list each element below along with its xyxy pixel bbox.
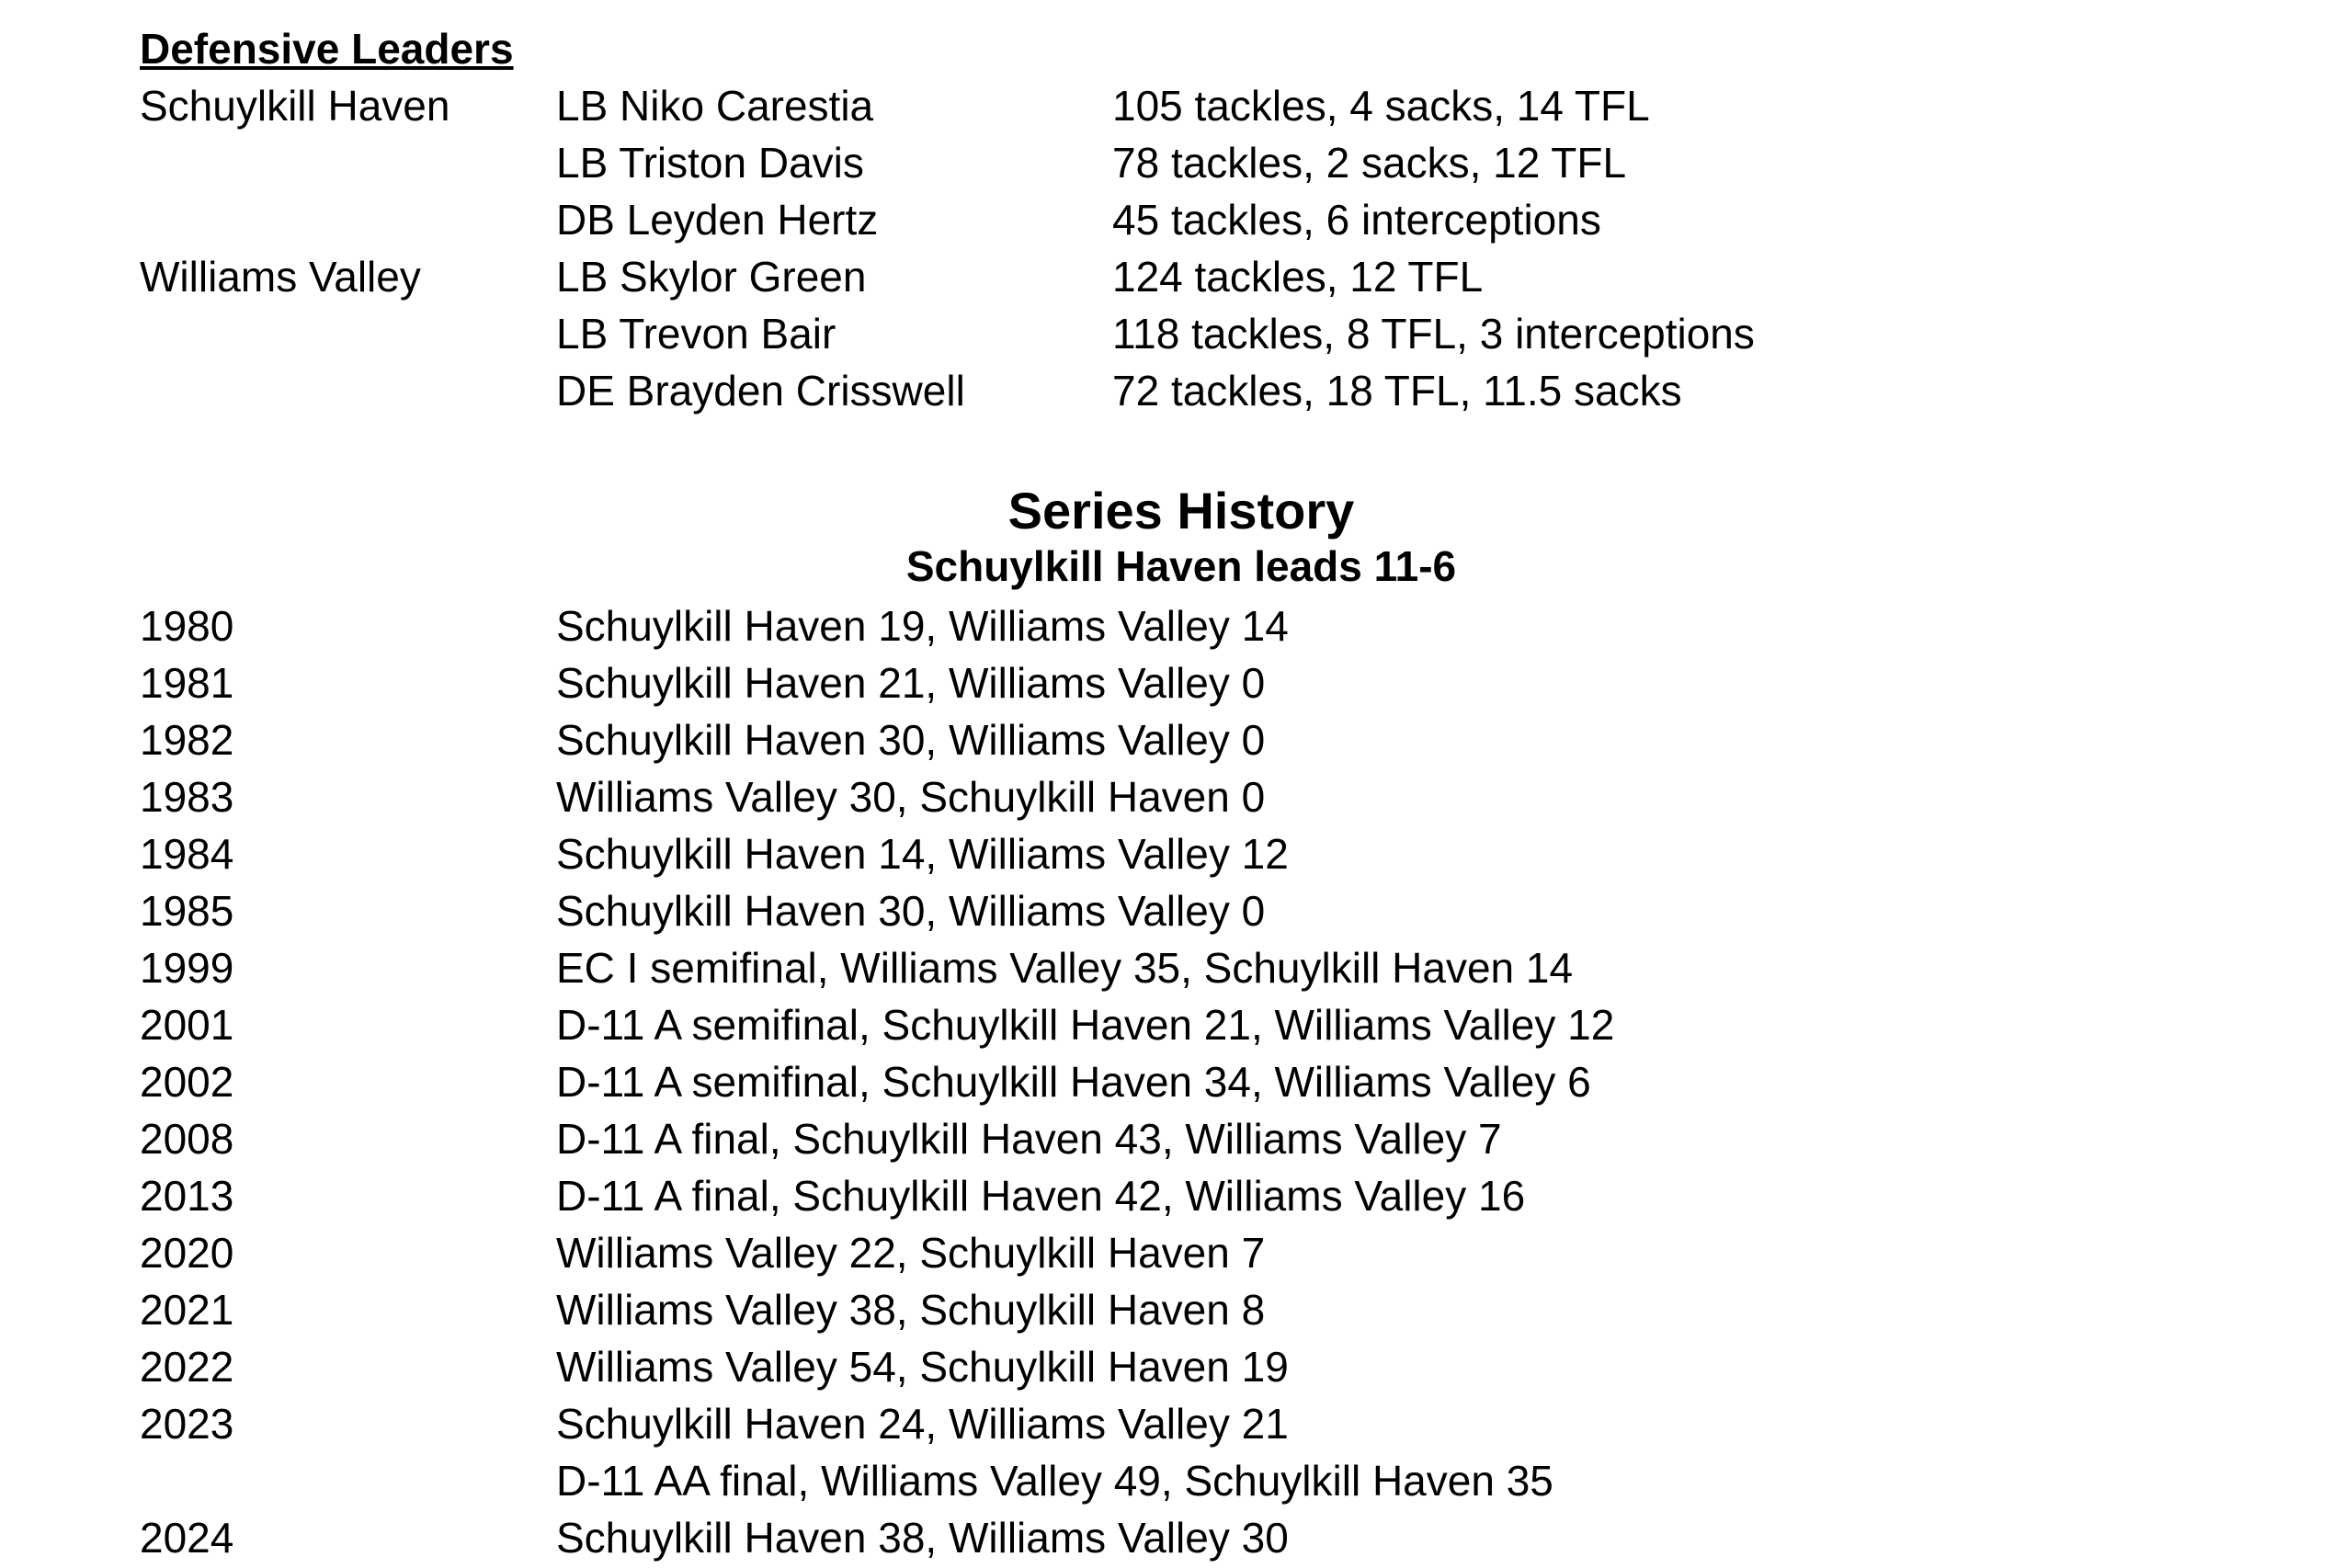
series-result: D-11 A semifinal, Schuylkill Haven 34, Williams Valley 6 xyxy=(556,1058,1591,1106)
leader-player: LB Niko Carestia xyxy=(556,82,874,130)
defensive-leaders-heading: Defensive Leaders xyxy=(140,25,514,73)
series-result: Schuylkill Haven 19, Williams Valley 14 xyxy=(556,602,1289,650)
series-year: 2002 xyxy=(140,1058,234,1106)
series-year: 1983 xyxy=(140,773,234,821)
series-result: Williams Valley 54, Schuylkill Haven 19 xyxy=(556,1343,1289,1391)
series-result: Schuylkill Haven 24, Williams Valley 21 xyxy=(556,1400,1289,1448)
series-result: Williams Valley 22, Schuylkill Haven 7 xyxy=(556,1229,1266,1277)
series-year: 1984 xyxy=(140,830,234,878)
leader-player: LB Trevon Bair xyxy=(556,310,836,358)
leader-player: LB Skylor Green xyxy=(556,253,867,301)
series-year: 1999 xyxy=(140,944,234,992)
series-result: Schuylkill Haven 14, Williams Valley 12 xyxy=(556,830,1289,878)
series-result: Schuylkill Haven 38, Williams Valley 30 xyxy=(556,1514,1289,1562)
series-result: Schuylkill Haven 30, Williams Valley 0 xyxy=(556,716,1266,764)
series-result: D-11 AA final, Williams Valley 49, Schuylkill Haven 35 xyxy=(556,1457,1553,1505)
series-year: 2023 xyxy=(140,1400,234,1448)
series-year: 2013 xyxy=(140,1172,234,1220)
series-result: Schuylkill Haven 21, Williams Valley 0 xyxy=(556,659,1266,707)
series-year: 2021 xyxy=(140,1286,234,1334)
series-result: D-11 A final, Schuylkill Haven 43, Williams Valley 7 xyxy=(556,1115,1502,1163)
series-result: D-11 A final, Schuylkill Haven 42, Williams Valley 16 xyxy=(556,1172,1526,1220)
series-result: Williams Valley 30, Schuylkill Haven 0 xyxy=(556,773,1266,821)
series-result: EC I semifinal, Williams Valley 35, Schuylkill Haven 14 xyxy=(556,944,1574,992)
series-result: Williams Valley 38, Schuylkill Haven 8 xyxy=(556,1286,1266,1334)
series-year: 2008 xyxy=(140,1115,234,1163)
leader-team: Williams Valley xyxy=(140,253,421,301)
series-year: 1980 xyxy=(140,602,234,650)
series-history-title: Series History xyxy=(1007,482,1355,540)
leader-stats: 124 tackles, 12 TFL xyxy=(1112,253,1484,301)
series-year: 2020 xyxy=(140,1229,234,1277)
leader-stats: 45 tackles, 6 interceptions xyxy=(1112,196,1601,244)
leader-stats: 118 tackles, 8 TFL, 3 interceptions xyxy=(1112,310,1755,358)
series-year: 2001 xyxy=(140,1001,234,1049)
series-year: 2024 xyxy=(140,1514,234,1562)
series-result: D-11 A semifinal, Schuylkill Haven 21, Williams Valley 12 xyxy=(556,1001,1615,1049)
series-result: Schuylkill Haven 30, Williams Valley 0 xyxy=(556,887,1266,935)
leader-stats: 78 tackles, 2 sacks, 12 TFL xyxy=(1112,139,1627,187)
leader-player: DE Brayden Crisswell xyxy=(556,367,965,415)
leader-team: Schuylkill Haven xyxy=(140,82,450,130)
series-year: 1981 xyxy=(140,659,234,707)
leader-stats: 72 tackles, 18 TFL, 11.5 sacks xyxy=(1112,367,1682,415)
leader-stats: 105 tackles, 4 sacks, 14 TFL xyxy=(1112,82,1650,130)
series-history-subtitle: Schuylkill Haven leads 11-6 xyxy=(905,542,1457,590)
series-year: 1985 xyxy=(140,887,234,935)
leader-player: LB Triston Davis xyxy=(556,139,864,187)
series-year: 2022 xyxy=(140,1343,234,1391)
series-year: 1982 xyxy=(140,716,234,764)
leader-player: DB Leyden Hertz xyxy=(556,196,879,244)
